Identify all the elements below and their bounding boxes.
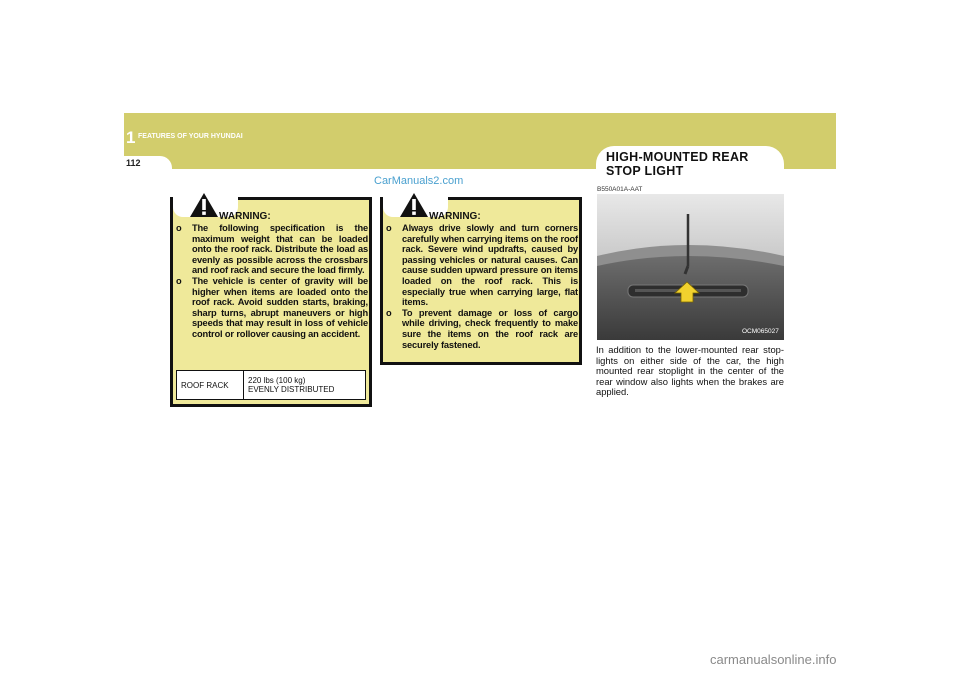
watermark-link[interactable]: carmanualsonline.info [710, 652, 837, 667]
section-code: B550A01A-AAT [597, 186, 643, 193]
warning-list [386, 223, 578, 350]
photo-id: OCM065027 [742, 328, 779, 335]
bullet: o [386, 307, 392, 318]
spec-value-weight: 220 lbs (100 kg) [248, 376, 306, 385]
roof-rack-spec-table [176, 370, 366, 400]
section-body: In addition to the lower-mounted rear stop-lights on either side of the car, the high mounted rear stoplight in the center of the rear window also lights when the brakes are applied. [596, 344, 784, 398]
exclamation-warning-icon [399, 192, 429, 218]
list-item [176, 223, 368, 276]
list-item [176, 276, 368, 340]
warning-title: WARNING: [429, 211, 481, 222]
spec-value-distribution: EVENLY DISTRIBUTED [248, 385, 335, 394]
stop-light-photo [597, 194, 784, 340]
warning-box-driving [380, 197, 582, 365]
warning-text: Always drive slowly and turn corners carefully when carrying items on the roof rack. Severe wind updrafts, caused by passing vehicles or natural causes. Can cause sudden upward pressure on items loaded on the roof rack. This is especially true when carrying large, flat items. [402, 223, 578, 308]
spec-value [244, 371, 366, 400]
list-item [386, 223, 578, 308]
spec-label: ROOF RACK [177, 371, 244, 400]
warning-list [176, 223, 368, 340]
exclamation-warning-icon [189, 192, 219, 218]
warning-text: The vehicle is center of gravity will be higher when items are loaded onto the roof rack. Avoid sudden starts, braking, sharp turns, abrupt maneuvers or high speeds that may result in loss of vehicle control or rollover causing an accident. [192, 275, 368, 339]
bullet: o [176, 223, 182, 233]
warning-title: WARNING: [219, 211, 271, 222]
warning-text: To prevent damage or loss of cargo while driving, check frequently to make sure the items on the roof rack are securely fastened. [402, 307, 578, 350]
list-item [386, 308, 578, 350]
table-row [177, 371, 366, 400]
warning-box-roof-load [170, 197, 372, 407]
warning-text: The following specification is the maximum weight that can be loaded onto the roof rack. Distribute the load as evenly as possible across the crossbars and roof rack and secure the load firmly. [192, 223, 368, 276]
chapter-title: FEATURES OF YOUR HYUNDAI [138, 133, 243, 140]
chapter-number: 1 [126, 128, 136, 147]
bullet: o [176, 275, 182, 286]
page-number: 112 [126, 158, 141, 168]
watermark-link[interactable]: CarManuals2.com [374, 175, 464, 187]
bullet: o [386, 223, 392, 233]
section-title: HIGH-MOUNTED REAR STOP LIGHT [606, 150, 749, 178]
